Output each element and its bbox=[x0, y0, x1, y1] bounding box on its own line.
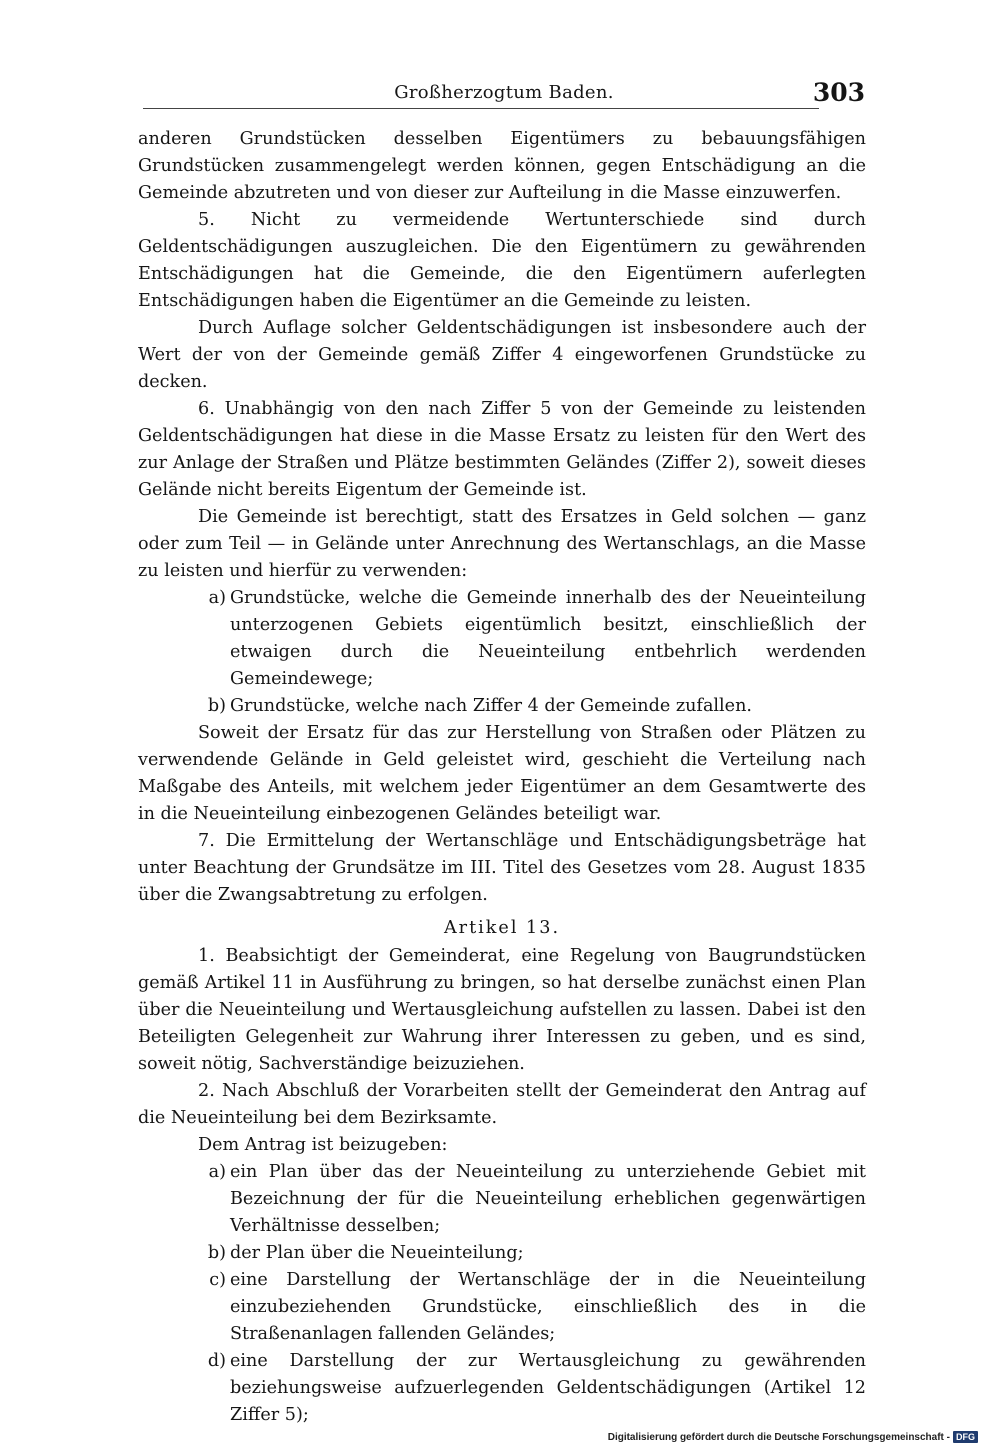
paragraph: Dem Antrag ist beizugeben: bbox=[198, 1135, 448, 1155]
running-header bbox=[143, 78, 865, 108]
list-item-label: a) bbox=[208, 588, 226, 608]
list-item-label: b) bbox=[207, 696, 226, 716]
list-item bbox=[138, 1240, 866, 1267]
running-title: Großherzogtum Baden. bbox=[394, 82, 614, 103]
article-heading: Artikel 13. bbox=[443, 918, 561, 938]
list-item-text: ein Plan über das der Neueinteilung zu unterziehende Gebiet mit Bezeichnung der für die Neueinteilung erheblichen gegenwärtigen Verhältnisse desselben; bbox=[230, 1162, 866, 1236]
list-item-text: Grundstücke, welche die Gemeinde innerhalb des der Neueinteilung unterzogenen Gebiets eigentümlich besitzt, einschließlich der etwaigen durch die Neueinteilung entbehrlich werdenden Gemeindewege; bbox=[230, 588, 866, 689]
list-item-label: b) bbox=[207, 1243, 226, 1263]
list-item-text: eine Darstellung der Wertanschläge der in die Neueinteilung einzubeziehenden Grundstücke, einschließlich des in die Straßenanlagen fallenden Geländes; bbox=[230, 1270, 866, 1344]
paragraph: anderen Grundstücken desselben Eigentümers zu bebauungsfähigen Grundstücken zusammengelegt werden können, gegen Entschädigung an die Gemeinde abzutreten und von dieser zur Aufteilung in die Masse einzuwerfen. bbox=[138, 129, 866, 203]
paragraph: Die Gemeinde ist berechtigt, statt des Ersatzes in Geld solchen — ganz oder zum Teil — in Gelände unter Anrechnung des Wertanschlags, an die Masse zu leisten und hierfür zu verwenden: bbox=[138, 507, 866, 581]
paragraph: 1. Beabsichtigt der Gemeinderat, eine Regelung von Baugrundstücken gemäß Artikel 11 in Ausführung zu bringen, so hat derselbe zunächst einen Plan über die Neueinteilung und Wertausgleichung aufstellen zu lassen. Dabei ist den Beteiligten Gelegenheit zur Wahrung ihrer Interessen zu geben, und es sind, soweit nötig, Sachverständige beizuziehen. bbox=[138, 946, 866, 1074]
list-item bbox=[138, 1348, 866, 1429]
list-item-label: a) bbox=[208, 1162, 226, 1182]
paragraph: Durch Auflage solcher Geldentschädigungen ist insbesondere auch der Wert der von der Gemeinde gemäß Ziffer 4 eingeworfenen Grundstücke zu decken. bbox=[138, 318, 866, 392]
header-rule bbox=[143, 108, 819, 109]
page-number: 303 bbox=[812, 78, 865, 107]
dfg-logo: DFG bbox=[953, 1431, 978, 1443]
list-item-label: d) bbox=[207, 1351, 226, 1371]
list-item bbox=[138, 585, 866, 693]
credit-text: Digitalisierung gefördert durch die Deutsche Forschungsgemeinschaft - bbox=[607, 1431, 950, 1443]
paragraph: Soweit der Ersatz für das zur Herstellung von Straßen oder Plätzen zu verwendende Gelände in Geld geleistet wird, geschieht die Verteilung nach Maßgabe des Anteils, mit welchem jeder Eigentümer an dem Gesamtwerte des in die Neueinteilung einbezogenen Geländes beteiligt war. bbox=[138, 723, 866, 824]
list-item-text: eine Darstellung der zur Wertausgleichung zu gewährenden beziehungsweise aufzuerlegenden Geldentschädigungen (Artikel 12 Ziffer 5); bbox=[230, 1351, 866, 1425]
paragraph: 2. Nach Abschluß der Vorarbeiten stellt der Gemeinderat den Antrag auf die Neueinteilung bei dem Bezirksamte. bbox=[138, 1081, 866, 1128]
list-item bbox=[138, 693, 866, 720]
paragraph: 6. Unabhängig von den nach Ziffer 5 von der Gemeinde zu leistenden Geldentschädigungen hat diese in die Masse Ersatz zu leisten für den Wert des zur Anlage der Straßen und Plätze bestimmten Geländes (Ziffer 2), soweit dieses Gelände nicht bereits Eigentum der Gemeinde ist. bbox=[138, 399, 866, 500]
list-item-text: Grundstücke, welche nach Ziffer 4 der Gemeinde zufallen. bbox=[230, 696, 753, 716]
body-text bbox=[138, 126, 866, 1429]
list-item-label: c) bbox=[209, 1270, 226, 1290]
list-item-text: der Plan über die Neueinteilung; bbox=[230, 1243, 524, 1263]
digitization-credit bbox=[608, 1431, 978, 1443]
list-item bbox=[138, 1267, 866, 1348]
paragraph: 7. Die Ermittelung der Wertanschläge und Entschädigungsbeträge hat unter Beachtung der Grundsätze im III. Titel des Gesetzes vom 28. August 1835 über die Zwangsabtretung zu erfolgen. bbox=[138, 831, 866, 905]
paragraph: 5. Nicht zu vermeidende Wertunterschiede sind durch Geldentschädigungen auszugleichen. Die den Eigentümern zu gewährenden Entschädigungen hat die Gemeinde, die den Eigentümern auferlegten Entschädigungen haben die Eigentümer an die Gemeinde zu leisten. bbox=[138, 210, 866, 311]
list-item bbox=[138, 1159, 866, 1240]
